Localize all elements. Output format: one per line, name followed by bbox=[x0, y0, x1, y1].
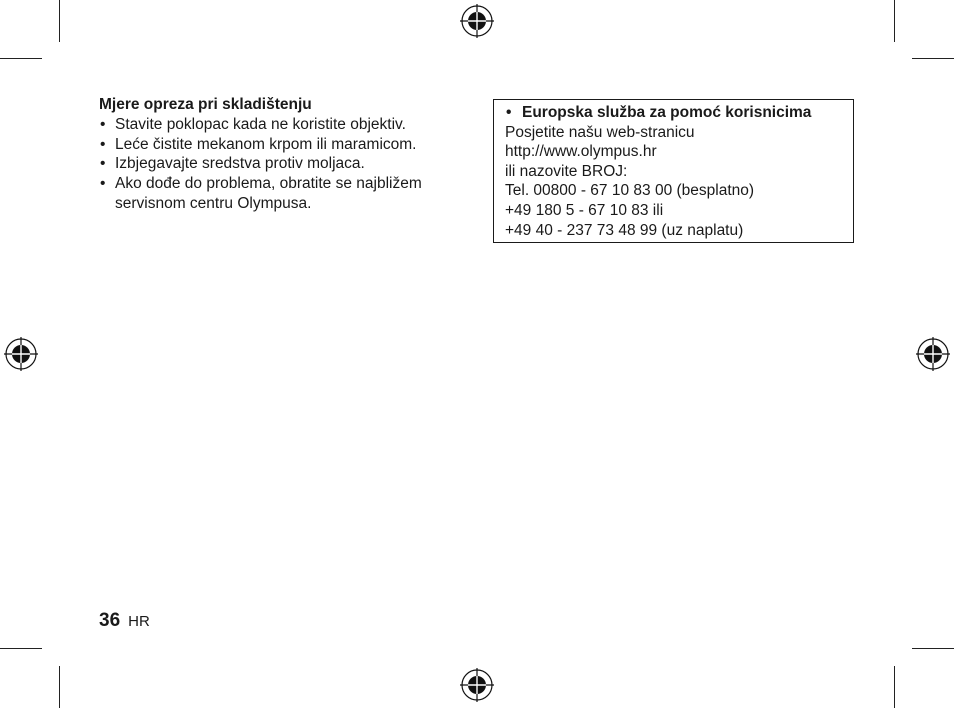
storage-precautions-list bbox=[99, 115, 469, 214]
list-item bbox=[99, 174, 469, 214]
crop-mark bbox=[894, 0, 895, 42]
storage-precautions-section bbox=[99, 95, 469, 214]
page-number: 36 bbox=[99, 610, 121, 631]
crop-mark bbox=[894, 666, 895, 708]
support-line-url: http://www.olympus.hr bbox=[505, 143, 657, 161]
language-code: HR bbox=[128, 613, 150, 630]
bullet-icon: • bbox=[100, 115, 106, 133]
list-item-text: Stavite poklopac kada ne koristite objektiv. bbox=[115, 115, 406, 133]
crop-mark bbox=[0, 648, 42, 649]
list-item bbox=[99, 154, 469, 174]
crop-mark bbox=[59, 666, 60, 708]
bullet-icon: • bbox=[100, 155, 106, 173]
crop-mark bbox=[912, 648, 954, 649]
bullet-icon: • bbox=[100, 135, 106, 153]
bullet-icon: • bbox=[100, 175, 106, 193]
list-item bbox=[99, 115, 469, 135]
customer-support-title-text: Europska služba za pomoć korisnicima bbox=[522, 104, 812, 121]
list-item-text: Izbjegavajte sredstva protiv moljaca. bbox=[115, 155, 365, 173]
list-item-text: Leće čistite mekanom krpom ili maramicom. bbox=[115, 135, 417, 153]
bullet-icon: • bbox=[506, 104, 512, 121]
list-item bbox=[99, 135, 469, 155]
support-line-free-phone: Tel. 00800 - 67 10 83 00 (besplatno) bbox=[505, 182, 755, 200]
list-item-text: Ako dođe do problema, obratite se najbližem servisnom centru Olympusa. bbox=[115, 175, 422, 212]
crop-mark bbox=[912, 58, 954, 59]
support-line-call-intro: ili nazovite BROJ: bbox=[505, 162, 628, 180]
support-line-phone-2: +49 180 5 - 67 10 83 ili bbox=[505, 201, 664, 219]
customer-support-title bbox=[505, 103, 853, 123]
registration-mark-icon bbox=[460, 4, 494, 38]
registration-mark-icon bbox=[4, 337, 38, 371]
support-line-paid-phone: +49 40 - 237 73 48 99 (uz naplatu) bbox=[505, 221, 744, 239]
registration-mark-icon bbox=[460, 668, 494, 702]
crop-mark bbox=[0, 58, 42, 59]
registration-mark-icon bbox=[916, 337, 950, 371]
customer-support-box bbox=[493, 99, 854, 243]
storage-precautions-heading: Mjere opreza pri skladištenju bbox=[99, 96, 312, 113]
crop-mark bbox=[59, 0, 60, 42]
support-line-website-intro: Posjetite našu web-stranicu bbox=[505, 123, 695, 141]
page-footer bbox=[99, 610, 150, 632]
